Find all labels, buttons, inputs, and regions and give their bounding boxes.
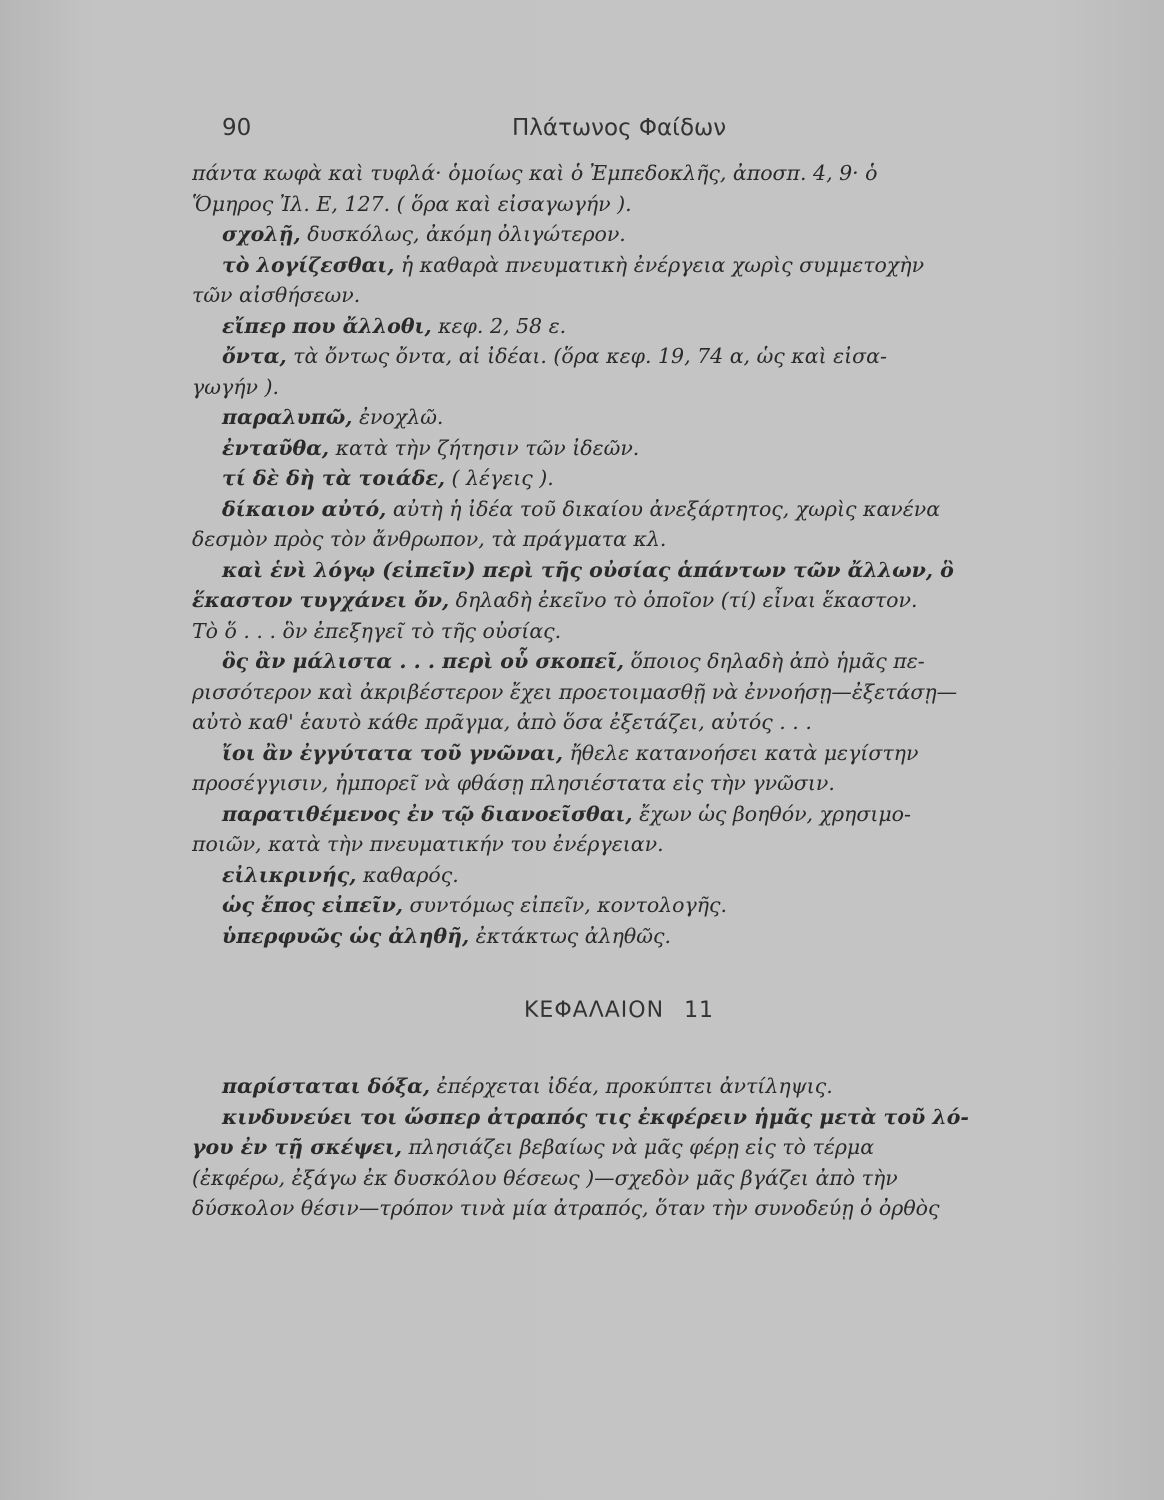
gloss: ἐνοχλῶ.: [352, 405, 444, 429]
gloss: τῶν αἰσθήσεων.: [192, 283, 361, 307]
text-line: [192, 341, 1130, 372]
chapter-title: ΚΕΦΑΛΑΙΟΝ: [524, 997, 665, 1023]
gloss: προσέγγισιν, ἠμπορεῖ νὰ φθάσῃ πλησιέστατα εἰς τὴν γνῶσιν.: [192, 771, 835, 795]
text-line: [192, 890, 1130, 921]
gloss: δύσκολον θέσιν—τρόπον τινὰ μία ἀτραπός, ὅταν τὴν συνοδεύῃ ὁ ὀρθὸς: [192, 1196, 940, 1220]
lemma: παρατιθέμενος ἐν τῷ διανοεῖσθαι,: [222, 801, 633, 826]
text-line: [192, 1193, 1130, 1224]
gloss: Ὅμηρος Ἰλ. Ε, 127. ( ὅρα καὶ εἰσαγωγήν ).: [192, 191, 632, 216]
text-line: [192, 768, 1130, 799]
lemma: καὶ ἑνὶ λόγῳ (εἰπεῖν) περὶ τῆς οὐσίας ἁπάντων τῶν ἄλλων, ὃ: [222, 557, 954, 582]
notes-block-before: [192, 158, 1130, 951]
gloss: ἡ καθαρὰ πνευματικὴ ἐνέργεια χωρὶς συμμετοχὴν: [394, 252, 925, 277]
gloss: κατὰ τὴν ζήτησιν τῶν ἰδεῶν.: [329, 435, 640, 460]
text-line: [192, 189, 1130, 220]
text-line: [192, 311, 1130, 342]
gloss: ἤθελε κατανοήσει κατὰ μεγίστην: [562, 740, 919, 765]
running-title: Πλάτωνος Φαίδων: [512, 115, 727, 141]
lemma: δίκαιον αὐτό,: [222, 496, 387, 521]
text-line: [192, 677, 1130, 708]
text-line: [192, 829, 1130, 860]
text-line: [192, 616, 1130, 647]
lemma: ὃς ἂν μάλιστα . . . περὶ οὗ σκοπεῖ,: [222, 649, 625, 673]
lemma: τί δὲ δὴ τὰ τοιάδε,: [222, 466, 445, 490]
gloss: κεφ. 2, 58 ε.: [431, 313, 567, 338]
text-line: [192, 402, 1130, 433]
lemma: ἐνταῦθα,: [222, 435, 330, 460]
text-line: [192, 494, 1130, 525]
text-line: [192, 158, 1130, 189]
gloss: αὐτὴ ἡ ἰδέα τοῦ δικαίου ἀνεξάρτητος, χωρὶς κανένα: [386, 496, 941, 521]
gloss: ὅποιος δηλαδὴ ἀπὸ ἡμᾶς πε-: [624, 649, 925, 673]
text-line: [192, 1163, 1130, 1194]
text-line: [192, 524, 1130, 555]
lemma: ὑπερφυῶς ὡς ἀληθῆ,: [222, 923, 470, 948]
page-number: 90: [222, 115, 252, 141]
gloss: ρισσότερον καὶ ἀκριβέστερον ἔχει προετοιμασθῇ νὰ ἐννοήσῃ—ἐξετάσῃ—: [192, 679, 958, 704]
lemma: ὡς ἔπος εἰπεῖν,: [222, 893, 404, 917]
gloss: ἐπέρχεται ἰδέα, προκύπτει ἀντίληψις.: [430, 1074, 833, 1098]
commentary-text: [192, 158, 1130, 1224]
text-line: [192, 280, 1130, 311]
lemma: γου ἐν τῇ σκέψει,: [192, 1135, 402, 1159]
gloss: πάντα κωφὰ καὶ τυφλά· ὁμοίως καὶ ὁ Ἐμπεδοκλῆς, ἀποσπ. 4, 9· ὁ: [192, 161, 878, 185]
gloss: πλησιάζει βεβαίως νὰ μᾶς φέρῃ εἰς τὸ τέρμα: [402, 1135, 875, 1159]
text-line: [192, 250, 1130, 281]
lemma: εἴπερ που ἄλλοθι,: [222, 313, 432, 338]
text-line: [192, 1071, 1130, 1102]
text-line: [192, 463, 1130, 494]
text-line: [192, 585, 1130, 616]
chapter-heading: [192, 951, 1130, 1071]
gloss: καθαρός.: [356, 862, 459, 887]
text-line: [192, 219, 1130, 250]
gloss: τὰ ὄντως ὄντα, αἱ ἰδέαι. (ὅρα κεφ. 19, 74 α, ὡς καὶ εἰσα-: [286, 344, 887, 368]
text-line: [192, 433, 1130, 464]
gloss: ἐκτάκτως ἀληθῶς.: [469, 923, 671, 948]
text-line: [192, 860, 1130, 891]
gloss: δεσμὸν πρὸς τὸν ἄνθρωπον, τὰ πράγματα κλ.: [192, 527, 667, 551]
gloss: δυσκόλως, ἀκόμη ὀλιγώτερον.: [300, 222, 626, 246]
page-header: [222, 115, 782, 151]
gloss: συντόμως εἰπεῖν, κοντολογῆς.: [403, 893, 728, 917]
lemma: εἰλικρινής,: [222, 862, 357, 887]
lemma: ἕκαστον τυγχάνει ὄν,: [192, 588, 450, 612]
lemma: ὄντα,: [222, 344, 287, 368]
gloss: ( λέγεις ).: [444, 466, 554, 490]
lemma: κινδυνεύει τοι ὥσπερ ἀτραπός τις ἐκφέρειν ἡμᾶς μετὰ τοῦ λό-: [222, 1104, 969, 1129]
notes-block-after: [192, 1071, 1130, 1224]
text-line: [192, 707, 1130, 738]
text-line: [192, 555, 1130, 586]
lemma: παρίσταται δόξα,: [222, 1074, 431, 1098]
gloss: δηλαδὴ ἐκεῖνο τὸ ὁποῖον (τί) εἶναι ἕκαστον.: [449, 588, 918, 612]
lemma: ἴοι ἂν ἐγγύτατα τοῦ γνῶναι,: [222, 740, 563, 765]
chapter-number: 11: [684, 997, 715, 1023]
gloss: αὐτὸ καθ' ἑαυτὸ κάθε πρᾶγμα, ἀπὸ ὅσα ἐξετάζει, αὐτός . . .: [192, 710, 812, 734]
text-line: [192, 921, 1130, 952]
lemma: τὸ λογίζεσθαι,: [222, 252, 395, 277]
lemma: σχολῇ,: [222, 222, 301, 246]
text-line: [192, 1102, 1130, 1133]
gloss: ἔχων ὡς βοηθόν, χρησιμο-: [632, 801, 911, 826]
text-line: [192, 646, 1130, 677]
lemma: παραλυπῶ,: [222, 405, 353, 429]
text-line: [192, 1132, 1130, 1163]
gloss: ποιῶν, κατὰ τὴν πνευματικήν του ἐνέργειαν.: [192, 832, 664, 856]
gloss: Τὸ ὅ . . . ὃν ἐπεξηγεῖ τὸ τῆς οὐσίας.: [192, 618, 562, 643]
gloss: γωγήν ).: [192, 374, 279, 399]
gloss: (ἐκφέρω, ἐξάγω ἐκ δυσκόλου θέσεως )—σχεδὸν μᾶς βγάζει ἀπὸ τὴν: [192, 1165, 898, 1190]
text-line: [192, 738, 1130, 769]
text-line: [192, 372, 1130, 403]
text-line: [192, 799, 1130, 830]
